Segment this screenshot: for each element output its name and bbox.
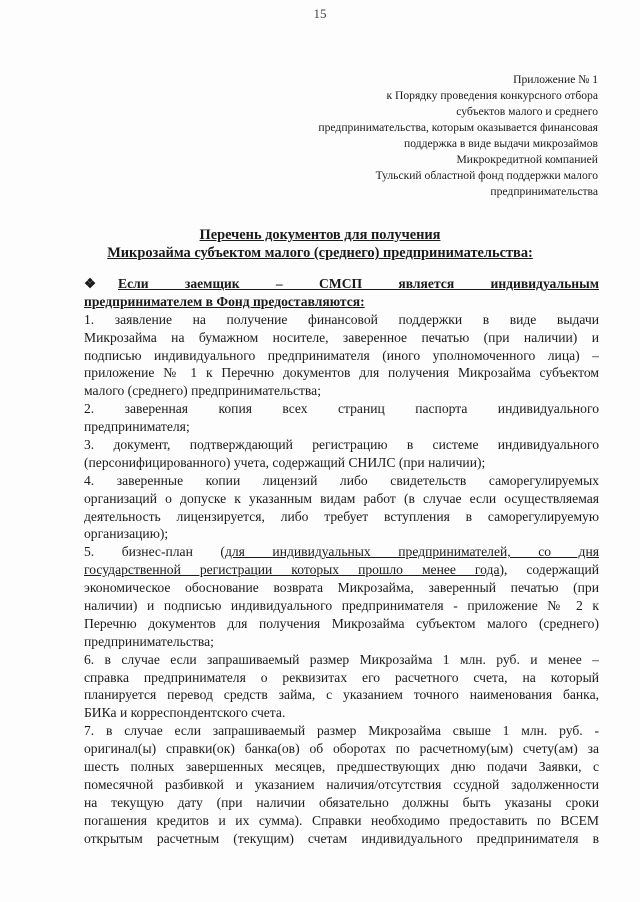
document-title (80, 226, 560, 262)
text-line: приложение № 1 к Перечню документов для получения Микрозайма субъектом (84, 365, 599, 381)
item5-suffix: ), содержащий (499, 562, 599, 578)
item5-line2 (84, 561, 599, 579)
section-heading (84, 275, 599, 293)
title-line: Микрозайма субъектом малого (среднего) предпринимательства: (107, 245, 533, 261)
item5-underlined-1: для индивидуальных предпринимателей, со дня (224, 544, 599, 560)
appendix-line: Приложение № 1 (513, 73, 598, 86)
text-line: открытым расчетным (текущим) счетам индивидуального предпринимателя в (84, 830, 599, 846)
item5-prefix: 5. бизнес-план ( (84, 544, 225, 560)
text-line: помесячной разбивкой и указанием наличия/отсутствия ссудной задолженности (84, 776, 599, 792)
appendix-line: к Порядку проведения конкурсного отбора (386, 89, 598, 102)
text-line: планируется перевод средств займа, с указанием точного наименования банка, (84, 687, 599, 703)
appendix-line: поддержка в виде выдачи микрозаймов (404, 137, 598, 150)
section-heading-line1: Если заемщик – СМСП является индивидуальным (118, 276, 599, 291)
text-line: шесть полных завершенных месяцев, предшествующих дню подачи Заявки, с (84, 759, 599, 775)
appendix-header (268, 72, 598, 200)
page-number: 15 (313, 6, 327, 21)
text-line: 2. заверенная копия всех страниц паспорта индивидуального (84, 401, 599, 417)
text-line: предпринимательства; (84, 633, 214, 649)
diamond-bullet-icon: ❖ (84, 276, 97, 291)
appendix-line: субъектов малого и среднего (456, 105, 598, 118)
title-line: Перечень документов для получения (199, 227, 441, 243)
text-line: Микрозайма на бумажном носителе, заверенное печатью (при наличии) и (84, 329, 599, 345)
item5-line1 (84, 543, 599, 561)
text-line: организацию); (84, 526, 169, 542)
text-line: 4. заверенные копии лицензий либо свидетельств саморегулируемых (84, 472, 599, 488)
text-line: малого (среднего) предпринимательства; (84, 383, 321, 399)
text-line: Перечню документов для получения Микрозайма субъектом малого (среднего) (84, 615, 599, 631)
appendix-line: предпринимательства (490, 185, 598, 198)
appendix-line: предпринимательства, которым оказывается финансовая (318, 121, 598, 134)
text-line: (персонифицированного) учета, содержащий СНИЛС (при наличии); (84, 454, 486, 470)
text-line: на текущую дату (при наличии обязательно должны быть указаны сроки (84, 794, 599, 810)
text-line: 6. в случае если запрашиваемый размер Микрозайма 1 млн. руб. и менее – (84, 651, 599, 667)
document-body (84, 275, 599, 848)
text-line: оригинал(ы) справки(ок) банка(ов) об оборотах по расчетному(ым) счету(ам) за (84, 741, 599, 757)
text-line: экономическое обоснование возврата Микрозайма, заверенный печатью (при (84, 580, 599, 596)
text-line: организаций о допуске к указанным видам работ (в случае если осуществляемая (84, 490, 599, 506)
text-line: 7. в случае если запрашиваемый размер Микрозайма свыше 1 млн. руб. - (84, 723, 599, 739)
text-line: погашения кредитов и их сумма). Справки необходимо предоставить по ВСЕМ (84, 812, 599, 828)
text-line: БИКа и корреспондентского счета. (84, 705, 286, 721)
appendix-line: Микрокредитной компанией (456, 153, 598, 166)
section-heading-line2: предпринимателем в Фонд предоставляются: (84, 293, 365, 309)
text-line: подписью индивидуального предпринимателя (иного уполномоченного лица) – (84, 347, 599, 363)
section-heading-continued (84, 293, 599, 311)
text-line: наличии) и подписью индивидуального предпринимателя - приложение № 2 к (84, 598, 599, 614)
text-line: справка предпринимателя о реквизитах его расчетного счета, на который (84, 669, 599, 685)
text-line: деятельность лицензируется, либо требует вступления в саморегулируемую (84, 508, 599, 524)
text-line: 1. заявление на получение финансовой поддержки в виде выдачи (84, 311, 599, 327)
text-line: предпринимателя; (84, 419, 190, 435)
appendix-line: Тульский областной фонд поддержки малого (375, 169, 598, 182)
text-line: 3. документ, подтверждающий регистрацию в системе индивидуального (84, 437, 599, 453)
item5-underlined-2: государственной регистрации которых прошло менее года (84, 562, 500, 578)
